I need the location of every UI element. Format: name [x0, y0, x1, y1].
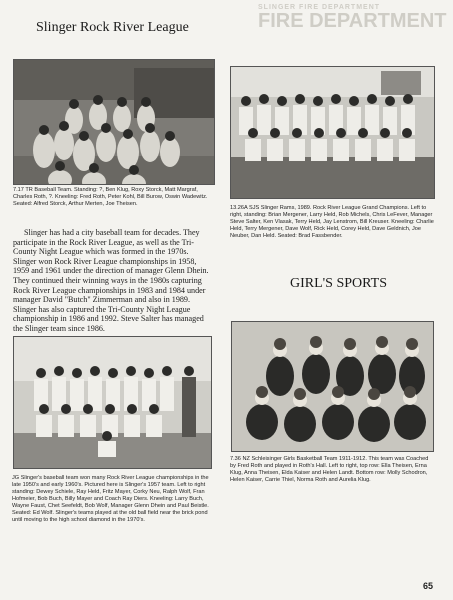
caption-girls-basketball-team: 7.36 NZ Schleisinger Girls Basketball Team 1911-1912. This team was Coached by Fred Roth and played in Roth's Hall. Left to right, top row: Ella Theisen, Erna Klug, Anna Theisen, Elda Kaiser and Helen Landt. Bottom row: Molly Schodron, Helen Kaiser, Carrie Thiel, Norma Roth and Aurelia Klug. — [230, 456, 429, 483]
photo-baseball-team-1917-image — [14, 60, 214, 184]
photo-baseball-team-1917 — [13, 59, 215, 185]
photo-slinger-rams-1989 — [230, 66, 435, 199]
photo-girls-basketball-team-image — [232, 322, 433, 451]
photo-baseball-team-1957 — [13, 336, 212, 469]
caption-baseball-team-1917: 7.17 TR Baseball Team. Standing: ?, Ben Klug, Roxy Storck, Matt Margraf, Charles Roth, ?. Kneeling: Fred Roth, Peter Kohl, Bill Burow, Oswin Wadewitz. Seated: Alfred Storck, Arthur Merten, Joe Theisen. — [13, 187, 208, 207]
bleed-through-line-2: FIRE DEPARTMENT — [258, 10, 447, 31]
caption-baseball-team-1957: JG Slinger's baseball team won many Rock River League championships in the late 1950's and early 1960's. Pictured here is Slinger's 1957 team. Left to right standing: Dewey Schiele, Ray Held, Fritz Mayer, Corky Neu, Ralph Wolf, Fran Hofmeier, Bob Buch, Billy Mayer and Coach Ray Diers. Kneeling: Larry Buch, Wayne Faust, Chet Seefeldt, Bob Wolf, Manager Glenn Dhein and Paul Beistle. Seated: Ed Wolf. Slinger's teams played at the old ball field near the brick pond until moving to the high school diamond in the 1970's. — [12, 475, 209, 523]
photo-slinger-rams-1989-image — [231, 67, 434, 198]
photo-baseball-team-1957-image — [14, 337, 211, 468]
league-history-paragraph: Slinger has had a city baseball team for decades. They participate in the Rock River League, as well as the Tri-County Night League which was formed in the 1970s. Slinger won Rock River League championships in 1958, 1959 and 1961 under the direction of manager Glenn Dhein. They continued their winning ways in the 1980s capturing Rock River League championships in 1983 and 1984 under manager David "Butch" Zimmerman and also in 1989. Slinger has also captured the Tri-County Night League championship in 1986 and 1992. Steve Salter has managed the Slinger team since 1986. — [13, 228, 209, 333]
bleed-through-line-1: SLINGER FIRE DEPARTMENT — [258, 4, 381, 11]
page-number: 65 — [423, 581, 434, 591]
photo-girls-basketball-team — [231, 321, 434, 452]
page-title: Slinger Rock River League — [36, 20, 189, 35]
caption-slinger-rams-1989: 13.26A SJS Slinger Rams, 1989. Rock River League Grand Champions. Left to right, standing: Brian Mergener, Larry Held, Rob Michels, Chris LeFever, Manager Steve Salter, Ken Vlasak, Terry Held, Jay Lenstrom, Bill Kreuser. Kneeling: Charlie Held, Terry Mergener, Dave Wolf, Rick Held, Corey Held, Dave Geldnich, Joe Neuber, Dan Held. Seated: Brad Fassbender. — [230, 205, 434, 239]
girls-sports-heading: GIRL'S SPORTS — [290, 276, 387, 291]
bleed-through-header — [258, 4, 453, 31]
